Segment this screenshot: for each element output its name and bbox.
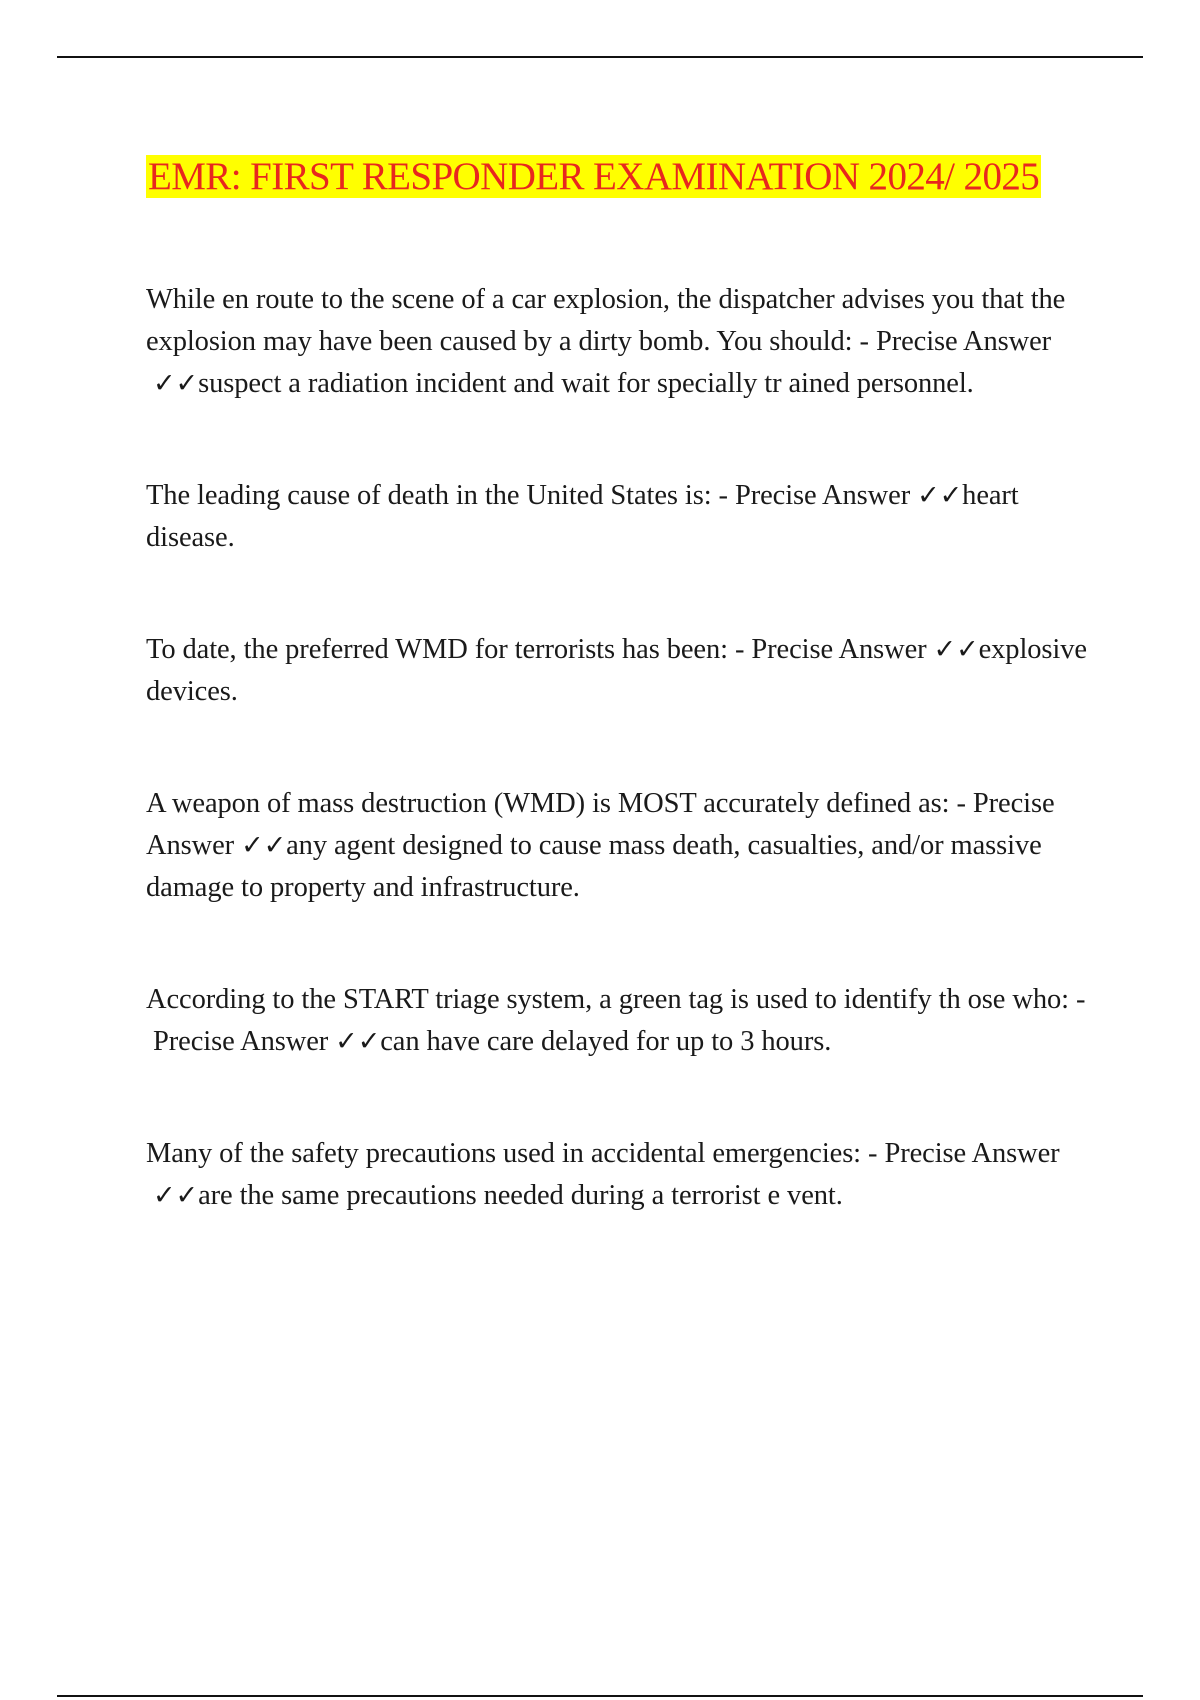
answer-prefix: Precise Answer: [153, 1026, 329, 1057]
answer-text: explosive devices.: [146, 634, 1087, 707]
qa-item: [146, 475, 1096, 559]
double-check-icon: ✓✓: [335, 1026, 381, 1057]
answer-prefix: Precise Answer: [146, 788, 1055, 861]
double-check-icon: ✓✓: [933, 634, 979, 665]
answer-prefix: Precise Answer: [734, 480, 911, 511]
answer-text: are the same precautions needed during a terrorist e vent.: [198, 1180, 843, 1211]
header-rule: [57, 56, 1143, 58]
document-title: [146, 148, 1096, 205]
answer-text: can have care delayed for up to 3 hours.: [380, 1026, 832, 1057]
title-highlight: EMR: FIRST RESPONDER EXAMINATION 2024/ 2025: [148, 155, 1040, 198]
question-text: The leading cause of death in the United States is: -: [146, 480, 728, 511]
answer-prefix: Precise Answer: [875, 326, 1052, 357]
qa-item: [146, 629, 1096, 713]
question-text: To date, the preferred WMD for terrorists has been: -: [146, 634, 745, 665]
answer-prefix: Precise Answer: [884, 1138, 1060, 1169]
question-text: A weapon of mass destruction (WMD) is MOST accurately defined as: -: [146, 788, 966, 819]
qa-item: [146, 279, 1096, 405]
question-text: While en route to the scene of a car explosion, the dispatcher advises you that the explosion may have been caused by a dirty bomb. You should: -: [146, 284, 1066, 357]
qa-item: [146, 979, 1096, 1063]
answer-text: suspect a radiation incident and wait for specially tr ained personnel.: [198, 368, 974, 399]
answer-text: heart disease.: [146, 480, 1019, 553]
question-text: Many of the safety precautions used in accidental emergencies: -: [146, 1138, 878, 1169]
double-check-icon: ✓✓: [241, 830, 287, 861]
footer-rule: [57, 1695, 1143, 1697]
qa-item: [146, 1133, 1096, 1217]
qa-list: [146, 279, 1096, 1217]
qa-item: [146, 783, 1096, 909]
document-page: [146, 148, 1096, 1287]
answer-text: any agent designed to cause mass death, casualties, and/or massive damage to property and infrastructure.: [146, 830, 1042, 903]
double-check-icon: ✓✓: [153, 1180, 199, 1211]
answer-prefix: Precise Answer: [751, 634, 927, 665]
double-check-icon: ✓✓: [153, 368, 199, 399]
double-check-icon: ✓✓: [917, 480, 963, 511]
question-text: According to the START triage system, a green tag is used to identify th ose who: -: [146, 984, 1086, 1015]
